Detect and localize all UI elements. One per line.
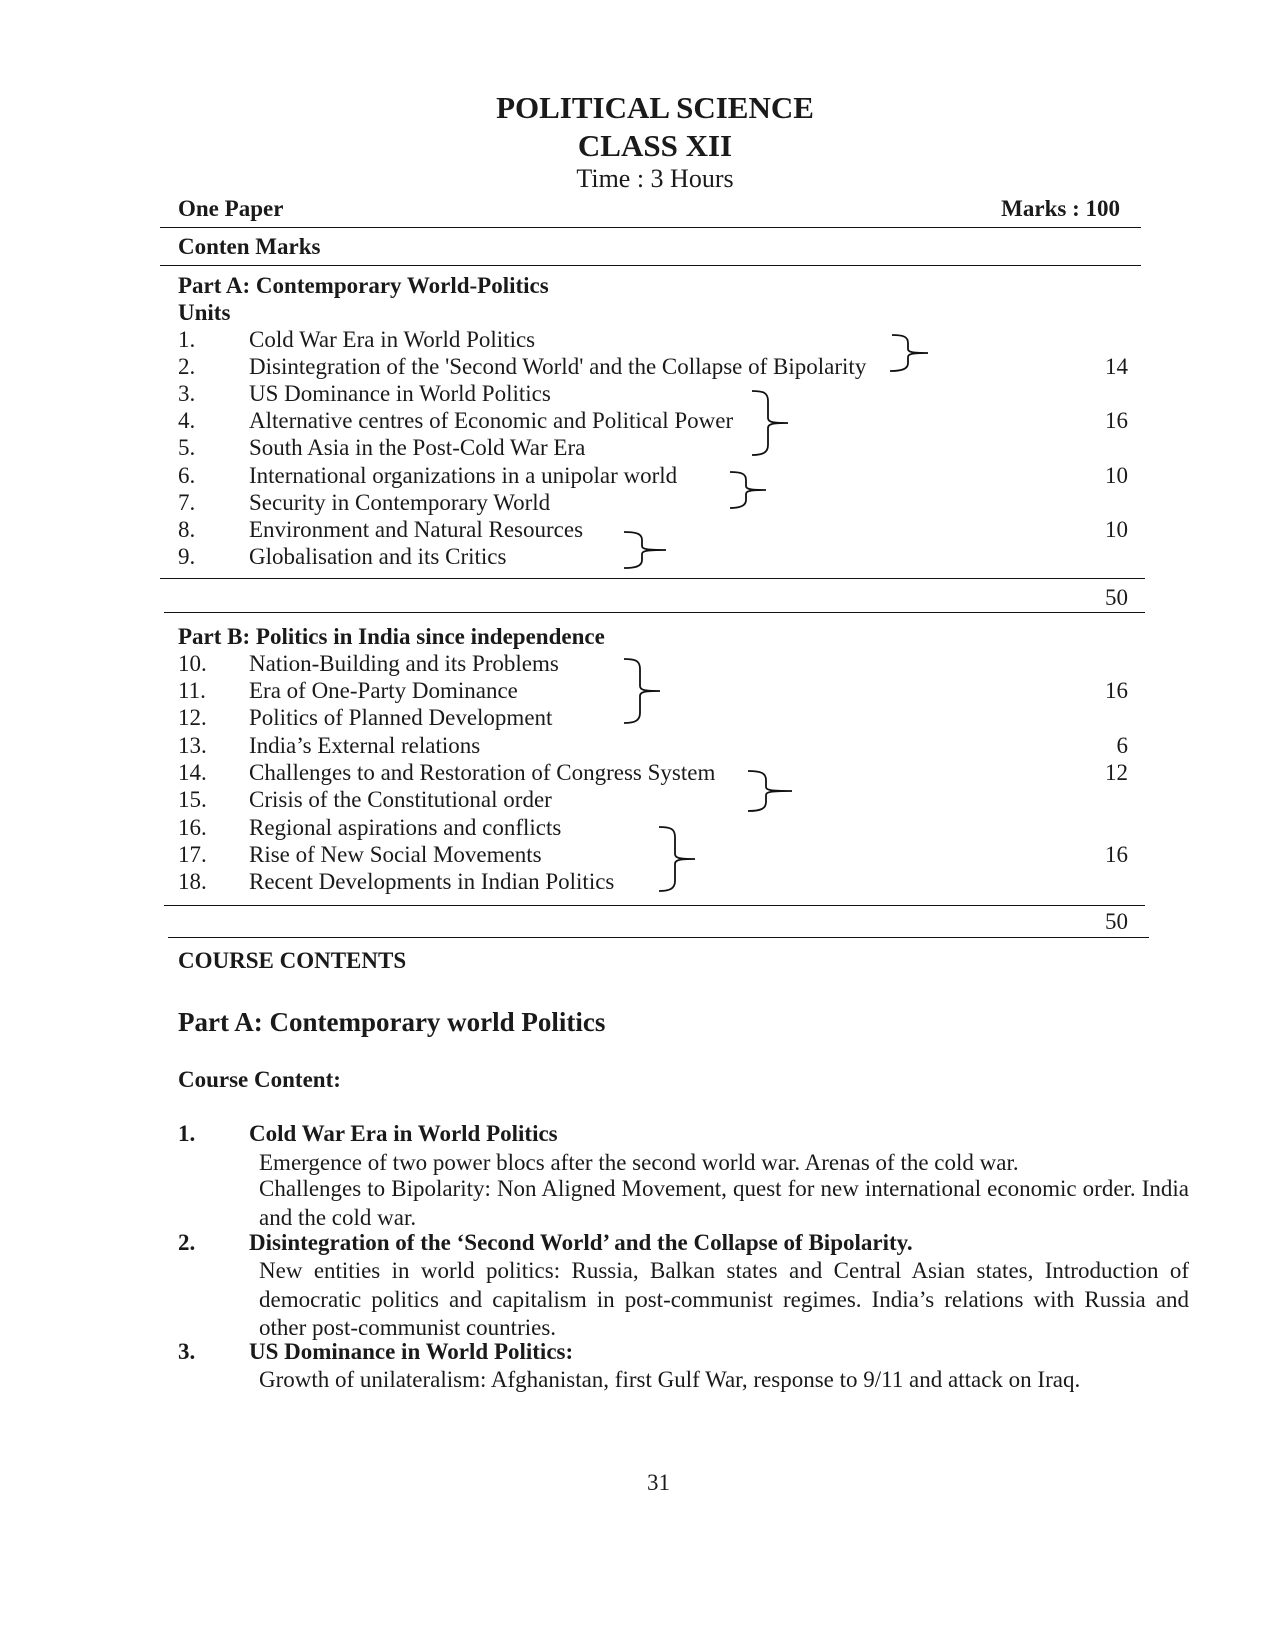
page-title: POLITICAL SCIENCE <box>496 90 814 125</box>
unit-title: Regional aspirations and conflicts <box>249 815 562 840</box>
unit-number: 4. <box>178 408 196 433</box>
unit-title: Rise of New Social Movements <box>249 842 542 867</box>
part-b-bottom-rule <box>164 905 1145 906</box>
unit-title: Disintegration of the 'Second World' and the Collapse of Bipolarity <box>249 354 867 379</box>
unit-number: 3. <box>178 381 196 406</box>
unit-number: 5. <box>178 435 196 460</box>
part-b-total-rule <box>168 937 1149 938</box>
unit-number: 7. <box>178 490 196 515</box>
course-item-title: Cold War Era in World Politics <box>249 1121 558 1146</box>
unit-title: Recent Developments in Indian Politics <box>249 869 615 894</box>
brace-icon <box>726 470 772 510</box>
unit-title: Security in Contemporary World <box>249 490 551 515</box>
header-rule <box>160 227 1141 228</box>
unit-number: 11. <box>178 678 206 703</box>
course-item-number: 2. <box>178 1230 196 1255</box>
unit-title: India’s External relations <box>249 733 481 758</box>
unit-marks: 10 <box>1105 517 1128 542</box>
course-item-text: New entities in world politics: Russia, Balkan states and Central Asian states, Introduction of democratic politics and capitalism in post-communist regimes. India’s relations with Russia and other post-communist countries. <box>259 1258 1189 1340</box>
brace-icon <box>748 389 794 459</box>
part-a-total: 50 <box>1105 585 1128 610</box>
part-a-total-rule <box>164 612 1145 613</box>
course-content-label: Course Content: <box>178 1067 341 1092</box>
unit-title: Globalisation and its Critics <box>249 544 507 569</box>
brace-icon <box>744 767 798 815</box>
time-line: Time : 3 Hours <box>576 164 734 193</box>
course-item-number: 3. <box>178 1339 196 1364</box>
course-item-text: Growth of unilateralism: Afghanistan, first Gulf War, response to 9/11 and attack on Iraq. <box>259 1367 1081 1392</box>
unit-title: Politics of Planned Development <box>249 705 553 730</box>
unit-number: 2. <box>178 354 196 379</box>
unit-number: 9. <box>178 544 196 569</box>
brace-icon <box>655 825 701 895</box>
part-a-bottom-rule <box>160 578 1145 579</box>
unit-number: 17. <box>178 842 207 867</box>
unit-title: Crisis of the Constitutional order <box>249 787 552 812</box>
table-top-rule <box>160 265 1141 266</box>
brace-icon <box>888 333 934 373</box>
brace-icon <box>620 529 670 571</box>
unit-title: Cold War Era in World Politics <box>249 327 536 352</box>
unit-title: Challenges to and Restoration of Congress System <box>249 760 716 785</box>
unit-title: Era of One-Party Dominance <box>249 678 518 703</box>
course-item-text: Emergence of two power blocs after the second world war. Arenas of the cold war. <box>259 1150 1019 1175</box>
unit-number: 18. <box>178 869 207 894</box>
unit-marks: 6 <box>1116 733 1128 758</box>
unit-number: 14. <box>178 760 207 785</box>
page-number: 31 <box>647 1470 670 1495</box>
unit-marks: 14 <box>1105 354 1128 379</box>
unit-title: US Dominance in World Politics <box>249 381 551 406</box>
part-b-heading: Part B: Politics in India since independence <box>178 624 605 649</box>
paper-label: One Paper <box>178 196 284 221</box>
total-marks: Marks : 100 <box>1001 196 1120 221</box>
unit-number: 16. <box>178 815 207 840</box>
unit-title: International organizations in a unipolar world <box>249 463 678 488</box>
unit-number: 1. <box>178 327 196 352</box>
course-item-number: 1. <box>178 1121 196 1146</box>
unit-title: Environment and Natural Resources <box>249 517 584 542</box>
unit-number: 6. <box>178 463 196 488</box>
brace-icon <box>620 657 666 727</box>
unit-marks: 16 <box>1105 678 1128 703</box>
unit-marks: 12 <box>1105 760 1128 785</box>
units-label: Units <box>178 300 231 325</box>
unit-title: South Asia in the Post-Cold War Era <box>249 435 586 460</box>
unit-marks: 10 <box>1105 463 1128 488</box>
unit-marks: 16 <box>1105 408 1128 433</box>
unit-number: 15. <box>178 787 207 812</box>
part-a-heading: Part A: Contemporary World-Politics <box>178 273 549 298</box>
part-b-total: 50 <box>1105 909 1128 934</box>
course-item-text: Challenges to Bipolarity: Non Aligned Movement, quest for new international economic order. India and the cold war. <box>259 1176 1189 1230</box>
class-heading: CLASS XII <box>577 128 733 163</box>
unit-number: 8. <box>178 517 196 542</box>
unit-marks: 16 <box>1105 842 1128 867</box>
unit-title: Alternative centres of Economic and Political Power <box>249 408 734 433</box>
course-item-title: Disintegration of the ‘Second World’ and the Collapse of Bipolarity. <box>249 1230 913 1255</box>
unit-number: 12. <box>178 705 207 730</box>
course-item-title: US Dominance in World Politics: <box>249 1339 574 1364</box>
unit-title: Nation-Building and its Problems <box>249 651 559 676</box>
unit-number: 13. <box>178 733 207 758</box>
unit-number: 10. <box>178 651 207 676</box>
part-a-section-heading: Part A: Contemporary world Politics <box>178 1007 606 1037</box>
content-marks-heading: Conten Marks <box>178 234 321 259</box>
course-contents-heading: COURSE CONTENTS <box>178 948 407 973</box>
